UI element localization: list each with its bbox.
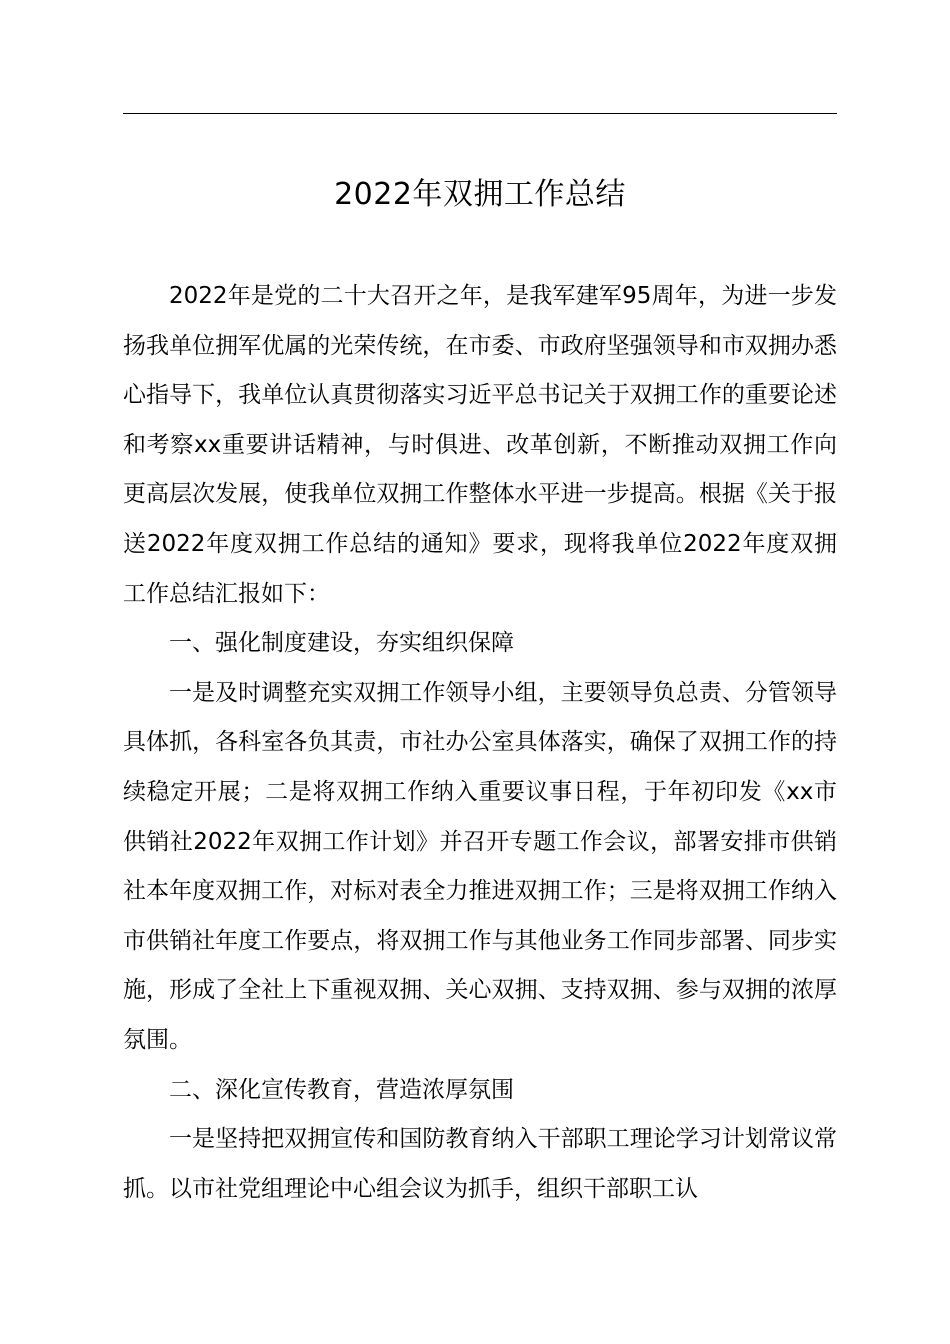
- paragraph-section-1: 一是及时调整充实双拥工作领导小组，主要领导负总责、分管领导具体抓，各科室各负其责，市社办公室具体落实，确保了双拥工作的持续稳定开展；二是将双拥工作纳入重要议事日程，于年初印发《xx市供销社2022年双拥工作计划》并召开专题工作会议，部署安排市供销社本年度双拥工作，对标对表全力推进双拥工作；三是将双拥工作纳入市供销社年度工作要点，将双拥工作与其他业务工作同步部署、同步实施，形成了全社上下重视双拥、关心双拥、支持双拥、参与双拥的浓厚氛围。: [123, 679, 837, 1053]
- document-body: [123, 272, 837, 1214]
- paragraph-intro: 2022年是党的二十大召开之年，是我军建军95周年，为进一步发扬我单位拥军优属的光荣传统，在市委、市政府坚强领导和市双拥办悉心指导下，我单位认真贯彻落实习近平总书记关于双拥工作的重要论述和考察xx重要讲话精神，与时俱进、改革创新，不断推动双拥工作向更高层次发展，使我单位双拥工作整体水平进一步提高。根据《关于报送2022年度双拥工作总结的通知》要求，现将我单位2022年度双拥工作总结汇报如下：: [123, 283, 837, 607]
- section-heading-1: 一、强化制度建设，夯实组织保障: [169, 630, 514, 657]
- document-title: 2022年双拥工作总结: [334, 177, 626, 212]
- section-heading-2: 二、深化宣传教育，营造浓厚氛围: [169, 1076, 514, 1103]
- paragraph-section-2: 一是坚持把双拥宣传和国防教育纳入干部职工理论学习计划常议常抓。以市社党组理论中心组会议为抓手，组织干部职工认: [123, 1126, 837, 1202]
- header-rule: [123, 113, 837, 114]
